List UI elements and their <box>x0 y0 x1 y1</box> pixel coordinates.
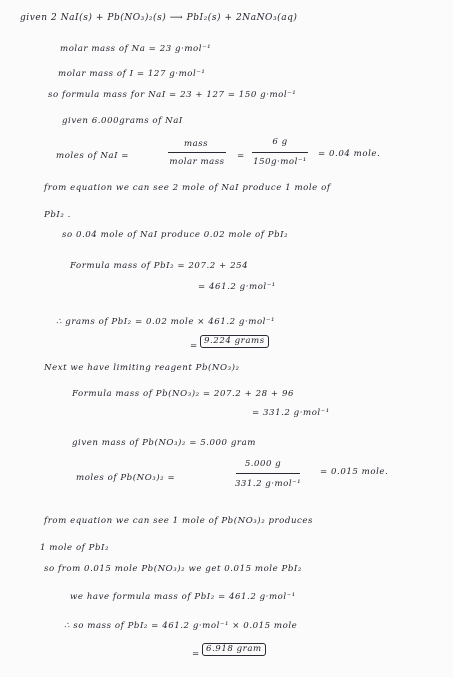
moles-nai-result: = 0.04 mole. <box>318 149 381 159</box>
equals-sign: = <box>190 341 198 351</box>
given-nai: given 6.000grams of NaI <box>62 116 183 126</box>
moles-pbno3-result: = 0.015 mole. <box>320 467 389 477</box>
formula-mass-pbi2-result: = 461.2 g·mol⁻¹ <box>198 282 276 292</box>
we-have-formula-mass: we have formula mass of PbI₂ = 461.2 g·mol⁻¹ <box>70 592 296 602</box>
formula-mass-pbno3: Formula mass of Pb(NO₃)₂ = 207.2 + 28 + 96 <box>72 389 294 399</box>
moles-pbno3-numerator: 5.000 g <box>244 459 282 469</box>
answer-box-6-918: 6.918 gram <box>202 643 266 656</box>
from-equation-2: from equation we can see 1 mole of Pb(NO₃)₂ produces <box>44 516 313 526</box>
moles-nai-denominator-2: 150g·mol⁻¹ <box>253 157 307 167</box>
fraction-bar <box>168 152 226 153</box>
fraction-bar <box>252 152 308 153</box>
given-mass-pbno3: given mass of Pb(NO₃)₂ = 5.000 gram <box>72 438 256 448</box>
moles-nai-numerator-2: 6 g <box>272 137 288 147</box>
molar-mass-i: molar mass of I = 127 g·mol⁻¹ <box>58 69 206 79</box>
formula-mass-pbno3-result: = 331.2 g·mol⁻¹ <box>252 408 330 418</box>
moles-nai-numerator: mass <box>183 139 209 149</box>
next-limiting-reagent: Next we have limiting reagent Pb(NO₃)₂ <box>44 363 240 373</box>
pbi2-line: PbI₂ . <box>44 210 71 220</box>
moles-nai-label: moles of NaI = <box>56 151 130 161</box>
moles-pbno3-label: moles of Pb(NO₃)₂ = <box>76 473 176 483</box>
one-mole-pbi2: 1 mole of PbI₂ <box>40 543 109 553</box>
formula-mass-pbi2: Formula mass of PbI₂ = 207.2 + 254 <box>70 261 249 271</box>
moles-nai-denominator: molar mass <box>169 157 225 167</box>
grams-pbi2: ∴ grams of PbI₂ = 0.02 mole × 461.2 g·mol⁻¹ <box>56 317 276 327</box>
moles-pbno3-denominator: 331.2 g·mol⁻¹ <box>234 479 302 489</box>
answer-box-9-224: 9.224 grams <box>200 335 269 348</box>
so-from-0-015: so from 0.015 mole Pb(NO₃)₂ we get 0.015 mole PbI₂ <box>44 564 302 574</box>
formula-mass-nai: so formula mass for NaI = 23 + 127 = 150 g·mol⁻¹ <box>48 90 297 100</box>
molar-mass-na: molar mass of Na = 23 g·mol⁻¹ <box>60 44 212 54</box>
from-equation-1: from equation we can see 2 mole of NaI produce 1 mole of <box>44 183 331 193</box>
equals-sign: = <box>192 649 200 659</box>
fraction-bar <box>236 473 300 474</box>
reaction-equation: given 2 NaI(s) + Pb(NO₃)₂(s) ⟶ PbI₂(s) + 2NaNO₃(aq) <box>20 13 298 23</box>
moles-nai-equals: = <box>237 151 245 161</box>
mass-pbi2-calc: ∴ so mass of PbI₂ = 461.2 g·mol⁻¹ × 0.015 mole <box>64 621 298 631</box>
so-0-04-mole: so 0.04 mole of NaI produce 0.02 mole of PbI₂ <box>62 230 289 240</box>
